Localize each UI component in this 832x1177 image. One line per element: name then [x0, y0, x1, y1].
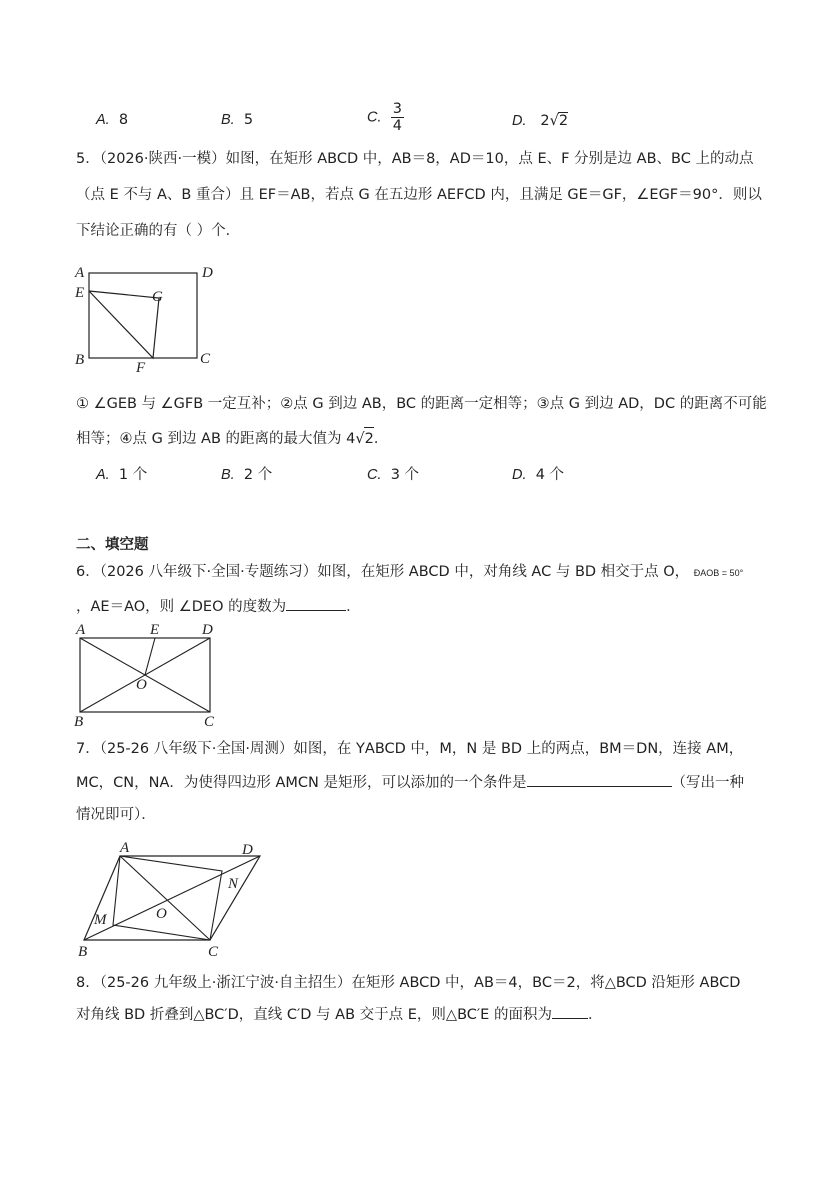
q5-figure: [70, 262, 230, 374]
label-e: E: [150, 622, 160, 638]
q6-line-1: [76, 561, 743, 584]
label-c: C: [200, 351, 211, 367]
q5-line-1: 5．（2026·陕西·一模）如图，在矩形 ABCD 中，AB＝8，AD＝10，点 E、F 分别是边 AB、BC 上的动点: [76, 151, 754, 167]
q6-text: ，AE＝AO，则 ∠DEO 的度数为: [76, 599, 287, 615]
option-value: 1 个: [118, 467, 148, 483]
option-value: 8: [118, 112, 129, 128]
option-letter: B.: [221, 467, 235, 483]
q5-option-c: [367, 463, 419, 484]
option-letter: D.: [512, 467, 527, 483]
q7-line-1: 7．（25-26 八年级下·全国·周测）如图，在 ΥABCD 中，M，N 是 BD 上的两点，BM＝DN，连接 AM，: [76, 741, 744, 757]
label-a: A: [75, 265, 85, 281]
q5-option-b: [221, 463, 272, 484]
section-heading: 二、填空题: [76, 537, 149, 553]
diagonal-bd: [84, 856, 260, 940]
q5-line-2: （点 E 不与 A、B 重合）且 EF＝AB，若点 G 在五边形 AEFCD 内，且满足 GE＝GF，∠EGF＝90°．则以: [76, 187, 762, 203]
option-value: 4 个: [535, 467, 565, 483]
label-o: O: [136, 677, 147, 693]
quadrilateral-amcn: [113, 856, 222, 940]
option-letter: C.: [367, 467, 382, 483]
q6-angle-note: ÐAOB = 50°: [693, 568, 744, 578]
option-letter: B.: [221, 112, 235, 128]
statement-end: ．: [373, 431, 389, 447]
q5-option-d: [512, 463, 564, 484]
diagonal-ac: [120, 856, 210, 940]
rectangle-abcd: [89, 273, 197, 358]
q7-text: MC，CN，NA．为使得四边形 AMCN 是矩形，可以添加的一个条件是: [76, 775, 527, 791]
answer-blank[interactable]: [286, 596, 346, 611]
label-b: B: [75, 352, 85, 368]
label-a: A: [120, 840, 130, 856]
option-letter: A.: [96, 467, 110, 483]
statement-text: 相等；④点 G 到边 AB 的距离的最大值为 4: [76, 431, 356, 447]
q8-line-1: 8．（25-26 九年级上·浙江宁波·自主招生）在矩形 ABCD 中，AB＝4，BC＝2，将△BCD 沿矩形 ABCD: [76, 975, 741, 991]
q8-end: ．: [587, 1007, 603, 1023]
q5-line-3: 下结论正确的有（ ）个．: [76, 223, 241, 239]
label-f: F: [136, 360, 146, 376]
fraction-denominator: 4: [392, 118, 402, 134]
label-a: A: [76, 622, 86, 638]
q4-option-d: D. 2√2: [512, 113, 569, 129]
answer-blank[interactable]: [527, 772, 672, 787]
label-b: B: [78, 944, 88, 960]
radicand: 2: [558, 113, 569, 129]
fraction: [391, 101, 404, 134]
label-b: B: [74, 714, 84, 730]
label-d: D: [202, 622, 213, 638]
q5-statement-1: ① ∠GEB 与 ∠GFB 一定互补；②点 G 到边 AB，BC 的距离一定相等；③点 G 到边 AD，DC 的距离不可能: [76, 396, 767, 412]
q5-option-a: [96, 463, 147, 484]
label-d: D: [242, 842, 253, 858]
option-letter: C.: [367, 109, 382, 126]
q7-figure: [70, 836, 270, 964]
q6-line-2: [76, 596, 361, 618]
q8-text: 对角线 BD 折叠到△BC′D，直线 C′D 与 AB 交于点 E，则△BC′E 的面积为: [76, 1007, 552, 1023]
q7-line-2: [76, 772, 744, 794]
q5-statement-2: 相等；④点 G 到边 AB 的距离的最大值为 4√2．: [76, 427, 388, 450]
radicand: 2: [364, 427, 374, 450]
label-d: D: [202, 265, 213, 281]
q7-line-3: 情况即可）．: [76, 807, 156, 823]
q4-option-c: [367, 101, 404, 134]
q7-text-end: （写出一种: [671, 775, 744, 791]
q4-option-a: [96, 112, 128, 128]
option-value: 2 个: [243, 467, 273, 483]
q4-option-b: [221, 112, 253, 128]
label-e: E: [75, 285, 85, 301]
q6-figure: [70, 622, 230, 730]
answer-blank[interactable]: [552, 1004, 588, 1019]
q6-text: 6．（2026 八年级下·全国·专题练习）如图，在矩形 ABCD 中，对角线 AC 与 BD 相交于点 O，: [76, 564, 690, 580]
label-m: M: [94, 912, 107, 928]
q6-end: ．: [346, 599, 361, 615]
q8-line-2: [76, 1004, 602, 1026]
option-value: 5: [243, 112, 254, 128]
label-n: N: [228, 876, 239, 892]
label-c: C: [208, 944, 219, 960]
radical-coefficient: 2: [540, 113, 550, 129]
label-o: O: [156, 906, 167, 922]
segment-eo: [145, 638, 155, 675]
option-letter: D.: [512, 113, 527, 129]
triangle-egf: [89, 291, 159, 358]
option-letter: A.: [96, 112, 110, 128]
fraction-numerator: 3: [392, 101, 402, 117]
option-value: 3 个: [390, 467, 420, 483]
label-c: C: [204, 714, 215, 730]
label-g: G: [152, 289, 163, 305]
